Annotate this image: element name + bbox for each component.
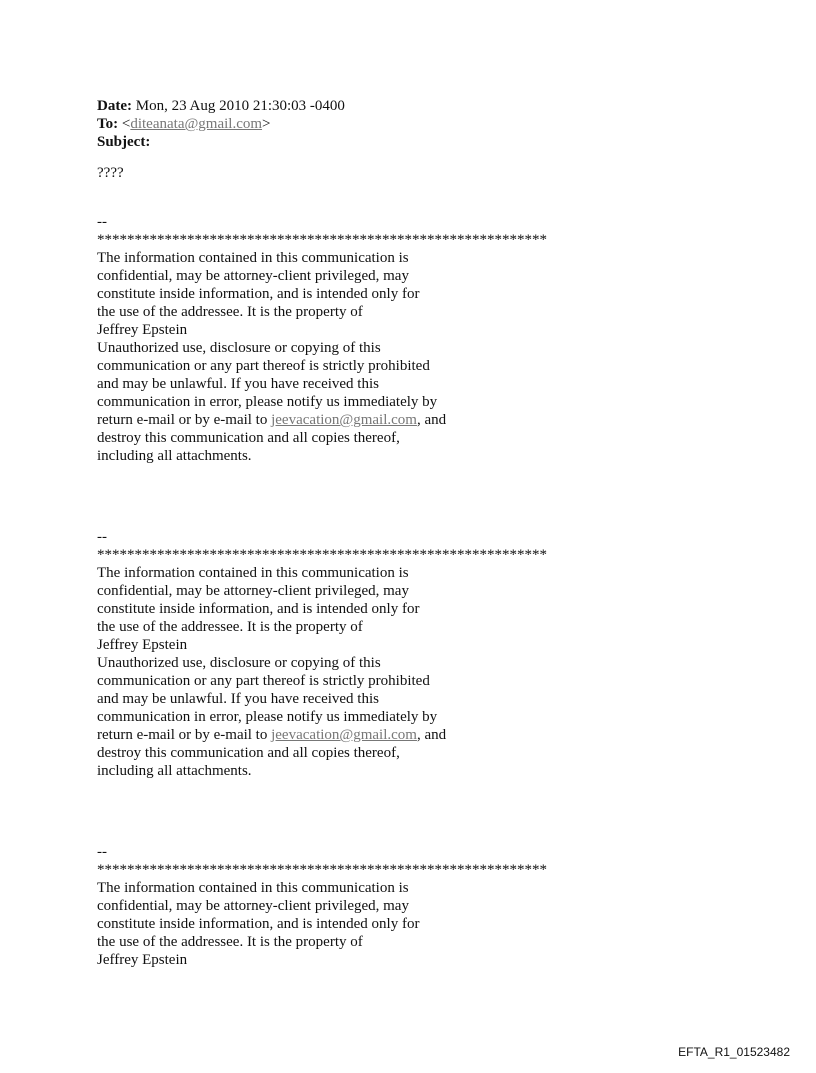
confidentiality-line: The information contained in this communication is: [97, 565, 409, 581]
destroy-line: destroy this communication and all copies thereof,: [97, 745, 400, 761]
destroy-line: including all attachments.: [97, 763, 252, 779]
to-label: To:: [97, 116, 119, 132]
unauthorized-use-line: communication in error, please notify us immediately by: [97, 394, 438, 410]
signature-separator: --: [97, 844, 107, 860]
to-email-link[interactable]: diteanata@gmail.com: [130, 116, 263, 132]
destroy-line: destroy this communication and all copies thereof,: [97, 430, 400, 446]
confidentiality-line: confidential, may be attorney-client privileged, may: [97, 583, 409, 599]
confidentiality-line: Jeffrey Epstein: [97, 322, 188, 338]
asterisk-divider: ************************************************************: [97, 547, 547, 563]
confidentiality-line: confidential, may be attorney-client privileged, may: [97, 898, 409, 914]
return-email-prefix: return e-mail or by e-mail to: [97, 412, 272, 428]
subject-label: Subject:: [97, 134, 151, 150]
confidentiality-line: constitute inside information, and is intended only for: [97, 916, 420, 932]
email-document: [97, 97, 657, 969]
unauthorized-use-line: and may be unlawful. If you have received this: [97, 376, 379, 392]
to-close-bracket: >: [262, 116, 271, 132]
subject-line: [97, 133, 657, 151]
return-email-link[interactable]: jeevacation@gmail.com: [271, 412, 417, 428]
return-email-line: [97, 411, 657, 429]
unauthorized-use-line: communication or any part thereof is strictly prohibited: [97, 358, 430, 374]
date-label: Date:: [97, 98, 132, 114]
unauthorized-use-line: Unauthorized use, disclosure or copying of this: [97, 340, 381, 356]
confidentiality-line: the use of the addressee. It is the property of: [97, 934, 363, 950]
confidentiality-line: the use of the addressee. It is the property of: [97, 304, 363, 320]
unauthorized-use-line: Unauthorized use, disclosure or copying of this: [97, 655, 381, 671]
destroy-line: including all attachments.: [97, 448, 252, 464]
confidentiality-line: The information contained in this communication is: [97, 250, 409, 266]
confidentiality-line: constitute inside information, and is intended only for: [97, 601, 420, 617]
disclaimer-block: [97, 528, 657, 780]
return-email-link[interactable]: jeevacation@gmail.com: [271, 727, 417, 743]
confidentiality-line: The information contained in this communication is: [97, 880, 409, 896]
signature-separator: --: [97, 529, 107, 545]
confidentiality-line: constitute inside information, and is intended only for: [97, 286, 420, 302]
return-email-prefix: return e-mail or by e-mail to: [97, 727, 272, 743]
unauthorized-use-line: communication or any part thereof is strictly prohibited: [97, 673, 430, 689]
confidentiality-line: Jeffrey Epstein: [97, 637, 188, 653]
confidentiality-line: confidential, may be attorney-client privileged, may: [97, 268, 409, 284]
date-value: Mon, 23 Aug 2010 21:30:03 -0400: [135, 98, 345, 114]
asterisk-divider: ************************************************************: [97, 232, 547, 248]
confidentiality-line: Jeffrey Epstein: [97, 952, 188, 968]
return-email-suffix: , and: [416, 727, 447, 743]
disclaimer-block: [97, 843, 657, 969]
email-body-text: ????: [97, 165, 124, 181]
unauthorized-use-line: communication in error, please notify us immediately by: [97, 709, 438, 725]
return-email-line: [97, 726, 657, 744]
to-open-bracket: <: [121, 116, 131, 132]
return-email-suffix: , and: [416, 412, 447, 428]
to-line: [97, 115, 657, 133]
disclaimer-block: [97, 213, 657, 465]
signature-separator: --: [97, 214, 107, 230]
unauthorized-use-line: and may be unlawful. If you have received this: [97, 691, 379, 707]
email-header: [97, 97, 657, 151]
asterisk-divider: ************************************************************: [97, 862, 547, 878]
document-id: EFTA_R1_01523482: [678, 1045, 790, 1059]
date-line: [97, 97, 657, 115]
confidentiality-line: the use of the addressee. It is the property of: [97, 619, 363, 635]
